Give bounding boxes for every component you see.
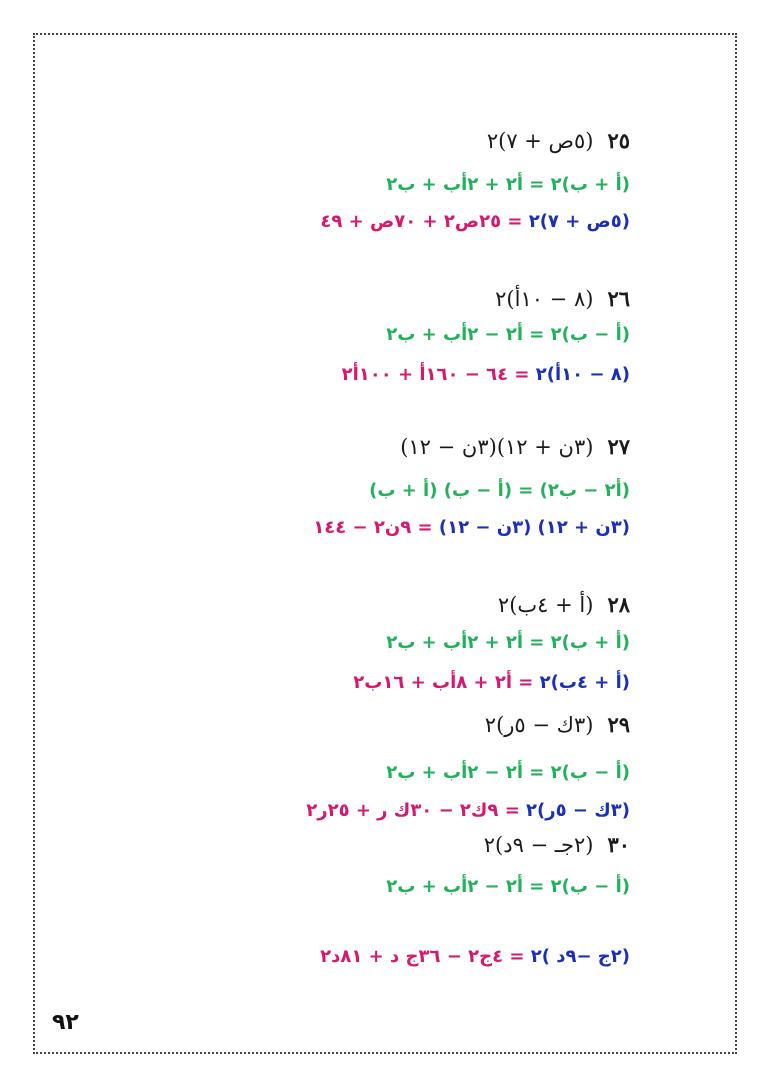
problem-28-rule: (أ + ب)٢ = أ٢ + ٢أب + ب٢ xyxy=(386,632,630,653)
problem-25-rule: (أ + ب)٢ = أ٢ + ٢أب + ب٢ xyxy=(386,174,630,195)
problem-25-expansion xyxy=(320,211,630,232)
problem-29-expansion xyxy=(306,800,630,821)
problem-27-rule: (أ٢ − ب٢) = (أ − ب) (أ + ب) xyxy=(369,480,630,501)
problem-25-heading xyxy=(487,128,630,153)
expansion-lhs: (٣ن + ١٢) (٣ن − ١٢) xyxy=(438,517,630,538)
problem-number: ٢٥ xyxy=(607,128,630,153)
expansion-rhs: = ٩ن٢ − ١٤٤ xyxy=(313,517,439,538)
page-border xyxy=(33,33,737,1054)
problem-30-heading xyxy=(484,832,630,857)
problem-expression: (٢جـ − ٩د)٢ xyxy=(483,833,594,857)
expansion-rhs: = ٤ج٢ − ٣٦ج د + ٨١د٢ xyxy=(320,946,531,967)
problem-number: ٢٨ xyxy=(607,592,630,617)
problem-number: ٣٠ xyxy=(607,832,630,857)
expansion-lhs: (أ + ٤ب)٢ xyxy=(539,672,630,693)
expansion-lhs: (٢ج −٩د )٢ xyxy=(530,946,630,967)
problem-30-rule: (أ − ب)٢ = أ٢ − ٢أب + ب٢ xyxy=(386,876,630,897)
expansion-rhs: = ٦٤ − ١٦٠أ + ١٠٠أ٢ xyxy=(341,364,536,385)
expansion-rhs: = أ٢ + ٨أب + ١٦ب٢ xyxy=(353,672,540,693)
problem-expression: (٥ص + ٧)٢ xyxy=(486,129,594,153)
problem-29-heading xyxy=(485,712,630,737)
expansion-rhs: = ٩ك٢ − ٣٠ك ر + ٢٥ر٢ xyxy=(306,800,527,821)
problem-number: ٢٦ xyxy=(607,286,630,311)
expansion-lhs: (٨ − ١٠أ)٢ xyxy=(535,364,630,385)
problem-expression: (٣ن + ١٢)(٣ن − ١٢) xyxy=(400,435,594,459)
problem-expression: (٣ك − ٥ر)٢ xyxy=(484,713,594,737)
problem-number: ٢٧ xyxy=(607,434,630,459)
problem-number: ٢٩ xyxy=(607,712,630,737)
problem-expression: (أ + ٤ب)٢ xyxy=(497,593,594,617)
expansion-lhs: (٥ص + ٧)٢ xyxy=(528,211,630,232)
expansion-rhs: = ٢٥ص٢ + ٧٠ص + ٤٩ xyxy=(320,211,529,232)
problem-30-expansion xyxy=(320,946,630,967)
expansion-lhs: (٣ك − ٥ر)٢ xyxy=(526,800,630,821)
problem-29-rule: (أ − ب)٢ = أ٢ − ٢أب + ب٢ xyxy=(386,762,630,783)
page-number: ٩٢ xyxy=(52,1010,79,1035)
problem-26-heading xyxy=(495,286,630,311)
problem-28-heading xyxy=(498,592,630,617)
problem-27-heading xyxy=(400,434,630,459)
problem-expression: (٨ − ١٠أ)٢ xyxy=(495,287,594,311)
problem-26-expansion xyxy=(342,364,630,385)
problem-28-expansion xyxy=(353,672,630,693)
problem-27-expansion xyxy=(313,517,630,538)
problem-26-rule: (أ − ب)٢ = أ٢ − ٢أب + ب٢ xyxy=(386,324,630,345)
